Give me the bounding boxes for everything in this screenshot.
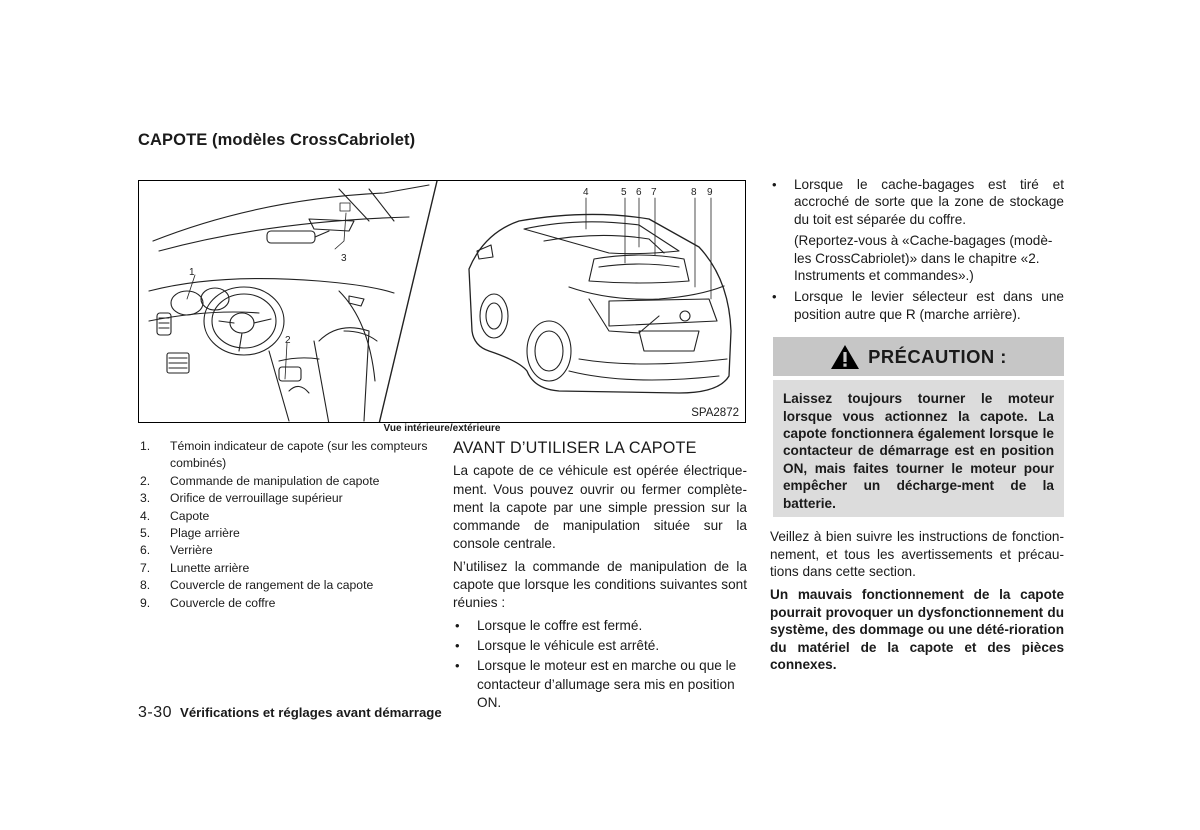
caution-text: Laissez toujours tourner le moteur lorsque vous actionnez la capote. La capote fonctionnera également lorsque le contacteur de démarrage est en position ON, mais faites tourner le moteur pour empêcher un décharge-ment de la batterie. xyxy=(773,380,1064,517)
legend-item: 6. Verrière xyxy=(140,543,213,558)
callout-9: 9 xyxy=(707,187,713,198)
list-item: • Lorsque le levier sélecteur est dans une position autre que R (marche arrière). xyxy=(770,288,1064,323)
legend-item: 3. Orifice de verrouillage supérieur xyxy=(140,491,343,506)
paragraph-instructions: Veillez à bien suivre les instructions de fonction-nement, et tous les avertissements et précau-tions dans cette section. xyxy=(770,529,1064,579)
legend-item: 8. Couvercle de rangement de la capote xyxy=(140,578,374,593)
callout-4: 4 xyxy=(583,187,589,198)
figure-legend xyxy=(138,438,438,612)
paragraph-intro: La capote de ce véhicule est opérée électrique-ment. Vous pouvez ouvrir ou fermer complète-ment la capote par une simple pression sur la commande de manipulation située sur la console centrale. xyxy=(453,463,747,552)
figure-code: SPA2872 xyxy=(691,407,739,419)
figure-caption: Vue intérieure/extérieure xyxy=(383,423,501,434)
warning-triangle-icon xyxy=(830,344,860,370)
page-footer xyxy=(138,704,442,722)
callout-8: 8 xyxy=(691,187,697,198)
legend-item: 5. Plage arrière xyxy=(140,526,240,541)
paragraph-warning: Un mauvais fonctionnement de la capote pourrait provoquer un dysfonctionnement du système, des dommage ou une dété-rioration du matériel de la capote et des pièces connexes. xyxy=(770,587,1064,672)
conditions-list-continued xyxy=(770,176,1064,228)
conditions-list xyxy=(453,617,747,712)
cross-reference: (Reportez-vous à «Cache-bagages (modè-les CrossCabriolet)» dans le chapitre «2. Instruments et commandes».) xyxy=(794,233,1053,284)
section-title: CAPOTE (modèles CrossCabriolet) xyxy=(138,131,416,149)
callout-2: 2 xyxy=(285,335,291,346)
callout-6: 6 xyxy=(636,187,642,198)
legend-item: 1. Témoin indicateur de capote (sur les compteurs combinés) xyxy=(140,439,428,471)
callout-5: 5 xyxy=(621,187,627,198)
callout-7: 7 xyxy=(651,187,657,198)
car-illustration xyxy=(139,181,746,423)
chapter-title: Vérifications et réglages avant démarrage xyxy=(180,705,442,720)
figure-illustration xyxy=(138,180,746,423)
list-item: • Lorsque le moteur est en marche ou que le contacteur d’allumage sera mis en position ON. xyxy=(453,657,747,712)
legend-item: 7. Lunette arrière xyxy=(140,560,250,575)
right-column xyxy=(770,176,1064,673)
caution-title: PRÉCAUTION : xyxy=(868,346,1007,368)
list-item: • Lorsque le véhicule est arrêté. xyxy=(453,637,747,655)
callout-1: 1 xyxy=(189,267,195,278)
legend-item: 4. Capote xyxy=(140,508,210,523)
caution-header xyxy=(773,337,1064,376)
list-item: • Lorsque le cache-bagages est tiré et accroché de sorte que la zone de stockage du toit est séparée du coffre. xyxy=(770,176,1064,228)
list-item: • Lorsque le coffre est fermé. xyxy=(453,617,747,635)
callout-3: 3 xyxy=(341,253,347,264)
middle-column xyxy=(453,439,747,714)
paragraph-conditions: N’utilisez la commande de manipulation de la capote que lorsque les conditions suivantes sont réunies : xyxy=(453,558,747,611)
conditions-list-continued-2 xyxy=(770,288,1064,323)
legend-item: 2. Commande de manipulation de capote xyxy=(140,473,380,488)
subsection-heading: AVANT D’UTILISER LA CAPOTE xyxy=(453,439,697,457)
page-number: 3-30 xyxy=(138,704,173,721)
legend-item: 9. Couvercle de coffre xyxy=(140,595,276,610)
